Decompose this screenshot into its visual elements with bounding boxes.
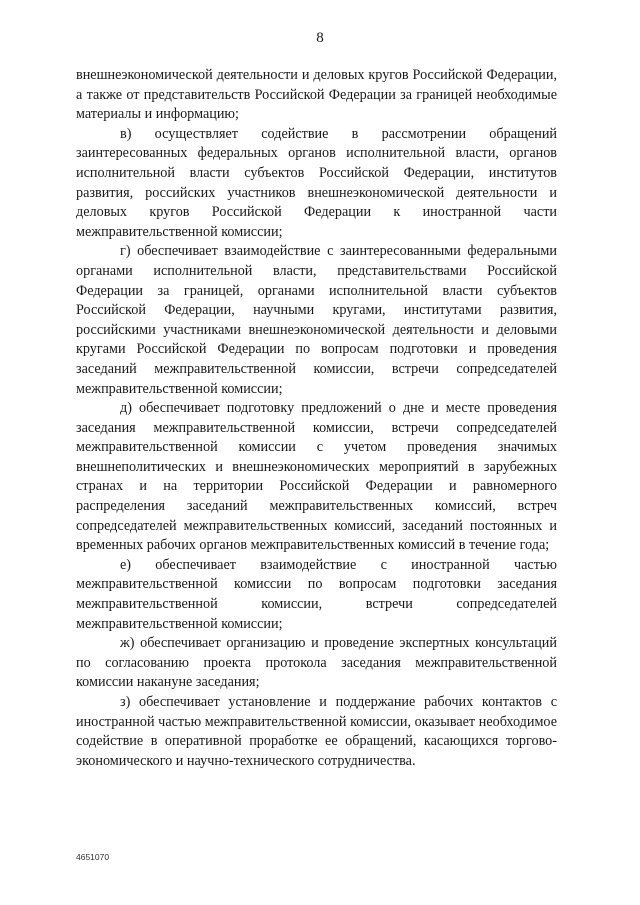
paragraph-item-z: з) обеспечивает установление и поддержание рабочих контактов с иностранной частью межправительственной комиссии, оказывает необходимое содействие в оперативной проработке ее обращений, касающихся торгово-экономического и научно-технического сотрудничества. — [76, 694, 557, 769]
paragraph-continuation: внешнеэкономической деятельности и деловых кругов Российской Федерации, а также от представительств Российской Федерации за границей необходимые материалы и информацию; — [76, 67, 557, 123]
paragraph-item-e: е) обеспечивает взаимодействие с иностранной частью межправительственной комиссии по вопросам подготовки заседания межправительственной комиссии, встречи сопредседателей межправительственной комиссии; — [76, 556, 557, 632]
paragraph-item-g: г) обеспечивает взаимодействие с заинтересованными федеральными органами исполнительной власти, представительствами Российской Федерации за границей, органами исполнительной власти субъектов Российской Федерации, научными кругами, институтами развития, российскими участниками внешнеэкономической деятельности и деловыми кругами Российской Федерации по вопросам подготовки и проведения заседаний межправительственной комиссии, встречи сопредседателей межправительственной комиссии; — [76, 243, 557, 397]
paragraph-item-zh: ж) обеспечивает организацию и проведение экспертных консультаций по согласованию проекта протокола заседания межправительственной комиссии накануне заседания; — [76, 635, 557, 691]
paragraph-item-v: в) осуществляет содействие в рассмотрении обращений заинтересованных федеральных органов исполнительной власти, органов исполнительной власти субъектов Российской Федерации, институтов развития, российских участников внешнеэкономической деятельности и деловых кругов Российской Федерации к иностранной части межправительственной комиссии; — [76, 125, 557, 240]
paragraph-item-d: д) обеспечивает подготовку предложений о дне и месте проведения заседания межправительственной комиссии, встречи сопредседателей межправительственной комиссии с учетом проведения значимых внешнеполитических и внешнеэкономических мероприятий в зарубежных странах и на территории Российской Федерации и равномерного распределения заседаний межправительственных комиссий, встреч сопредседателей межправительственных комиссий, заседаний постоянных и временных рабочих органов межправительственных комиссий в течение года; — [76, 400, 557, 554]
document-body — [76, 66, 557, 771]
page-number: 8 — [316, 30, 324, 46]
document-code: 4651070 — [76, 852, 110, 862]
